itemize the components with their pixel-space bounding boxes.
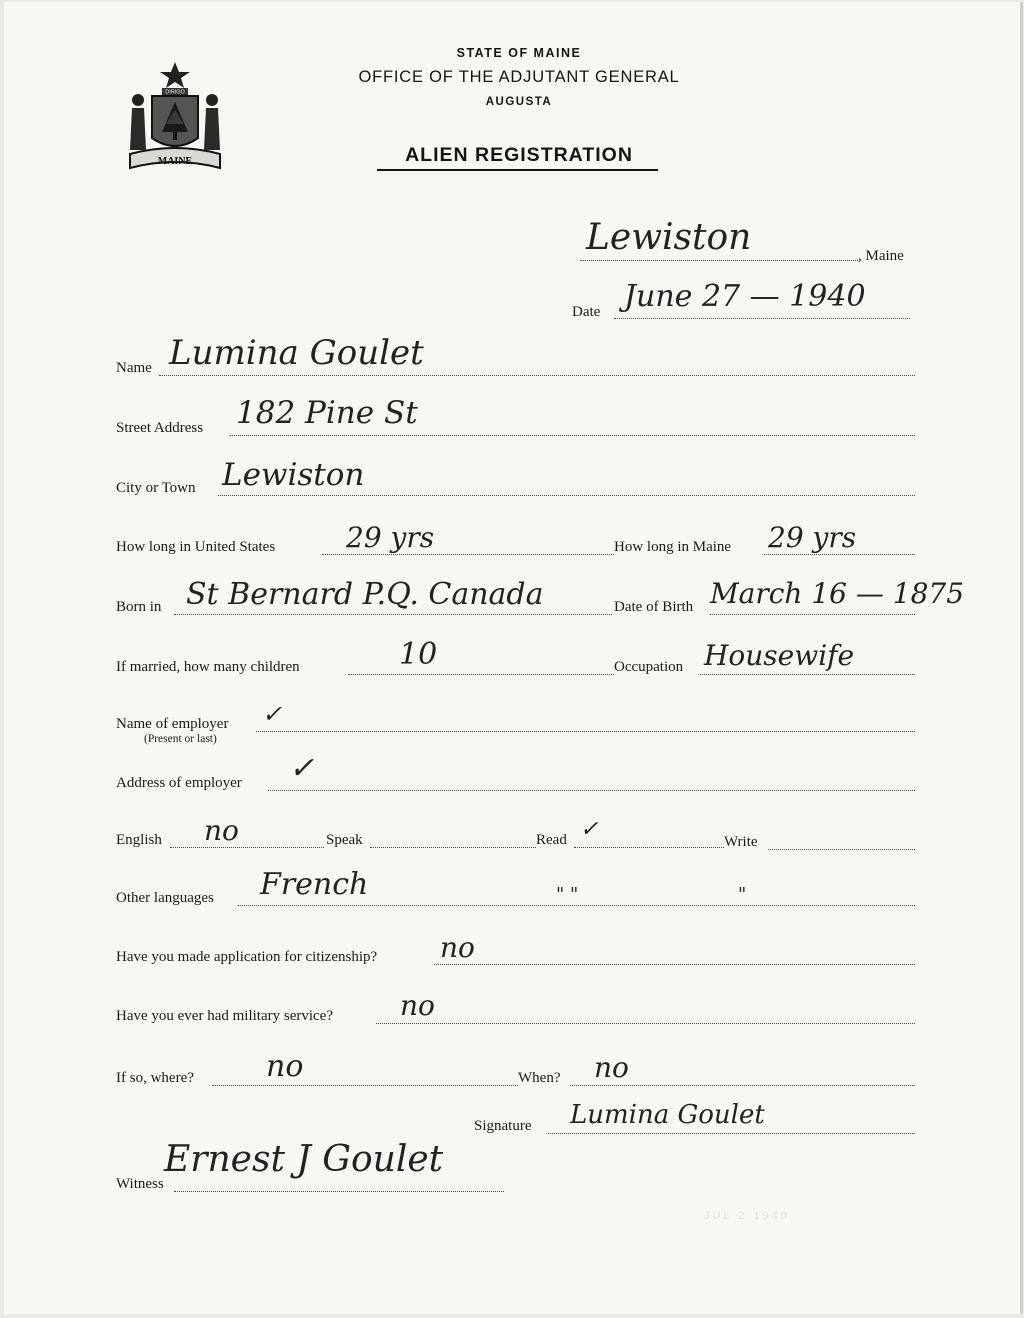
employer-name-value: ✓ [262, 700, 283, 728]
english-line [170, 847, 324, 848]
received-stamp: JUL 2 1940 [704, 1210, 790, 1222]
read-line [574, 847, 724, 848]
where-value: no [266, 1049, 304, 1084]
children-value: 10 [399, 637, 438, 672]
city-heading: AUGUSTA [485, 96, 553, 108]
occupation-line [700, 674, 915, 675]
date-value: June 27 — 1940 [624, 279, 866, 314]
signature-label: Signature [474, 1118, 532, 1134]
name-label: Name [116, 360, 152, 376]
where-line [212, 1085, 518, 1086]
english-label: English [116, 832, 162, 848]
dob-value: March 16 — 1875 [710, 577, 965, 610]
office-heading: OFFICE OF THE ADJUTANT GENERAL [358, 68, 680, 86]
street-label: Street Address [116, 420, 204, 436]
dob-line [710, 614, 915, 615]
place-value: Lewiston [586, 217, 752, 258]
street-value: 182 Pine St [236, 395, 418, 431]
how-long-us-line [322, 554, 614, 555]
signature-line [548, 1133, 915, 1134]
other-languages-value: French [260, 867, 369, 902]
citizenship-label: Have you made application for citizenship? [116, 949, 378, 965]
registration-form [4, 2, 1023, 1314]
born-in-line [174, 614, 612, 615]
employer-address-value: ✓ [289, 751, 315, 786]
title-underline [377, 169, 658, 171]
where-label: If so, where? [116, 1070, 194, 1086]
name-value: Lumina Goulet [169, 333, 424, 373]
speak-line [370, 847, 536, 848]
street-line [230, 435, 915, 436]
when-value: no [594, 1051, 629, 1084]
other-languages-mark-2: " [738, 884, 747, 905]
occupation-value: Housewife [704, 639, 855, 672]
children-line [348, 674, 614, 675]
city-value: Lewiston [222, 457, 365, 493]
state-heading: STATE OF MAINE [456, 46, 582, 60]
read-value: ✓ [580, 817, 599, 842]
read-label: Read [536, 832, 567, 848]
military-label: Have you ever had military service? [116, 1008, 333, 1024]
city-label: City or Town [116, 480, 196, 496]
born-in-value: St Bernard P.Q. Canada [186, 577, 544, 612]
when-label: When? [518, 1070, 561, 1086]
date-label: Date [572, 304, 601, 320]
seal-motto: DIRIGO [165, 89, 185, 96]
other-languages-mark-1: " " [556, 884, 579, 905]
how-long-us-label: How long in United States [116, 539, 276, 555]
other-languages-line [238, 905, 915, 906]
maine-seal-icon [122, 58, 228, 178]
born-in-label: Born in [116, 599, 162, 615]
speak-label: Speak [326, 832, 363, 848]
place-line [580, 260, 858, 261]
how-long-maine-line [764, 554, 915, 555]
employer-address-label: Address of employer [116, 775, 242, 791]
how-long-us-value: 29 yrs [346, 521, 435, 554]
when-line [570, 1085, 915, 1086]
other-languages-label: Other languages [116, 890, 214, 906]
employer-name-line [256, 731, 915, 732]
city-line [218, 495, 915, 496]
write-line [768, 849, 915, 850]
dob-label: Date of Birth [614, 599, 694, 615]
occupation-label: Occupation [614, 659, 684, 675]
signature-value: Lumina Goulet [570, 1100, 765, 1130]
witness-label: Witness [116, 1176, 164, 1192]
how-long-maine-value: 29 yrs [768, 521, 857, 554]
witness-line [174, 1191, 504, 1192]
military-value: no [400, 989, 435, 1022]
english-value: no [204, 814, 239, 847]
citizenship-value: no [440, 931, 475, 964]
place-suffix-label: , Maine [858, 248, 904, 264]
how-long-maine-label: How long in Maine [614, 539, 732, 555]
employer-address-line [268, 790, 915, 791]
employer-name-label: Name of employer [116, 716, 229, 732]
seal-banner: MAINE [157, 156, 193, 167]
citizenship-line [434, 964, 915, 965]
name-line [159, 375, 915, 376]
witness-value: Ernest J Goulet [164, 1139, 444, 1180]
date-line [614, 318, 910, 319]
employer-sub-label: (Present or last) [144, 733, 217, 745]
children-label: If married, how many children [116, 659, 300, 675]
military-line [376, 1023, 915, 1024]
write-label: Write [724, 834, 758, 850]
form-title: ALIEN REGISTRATION [405, 144, 633, 166]
